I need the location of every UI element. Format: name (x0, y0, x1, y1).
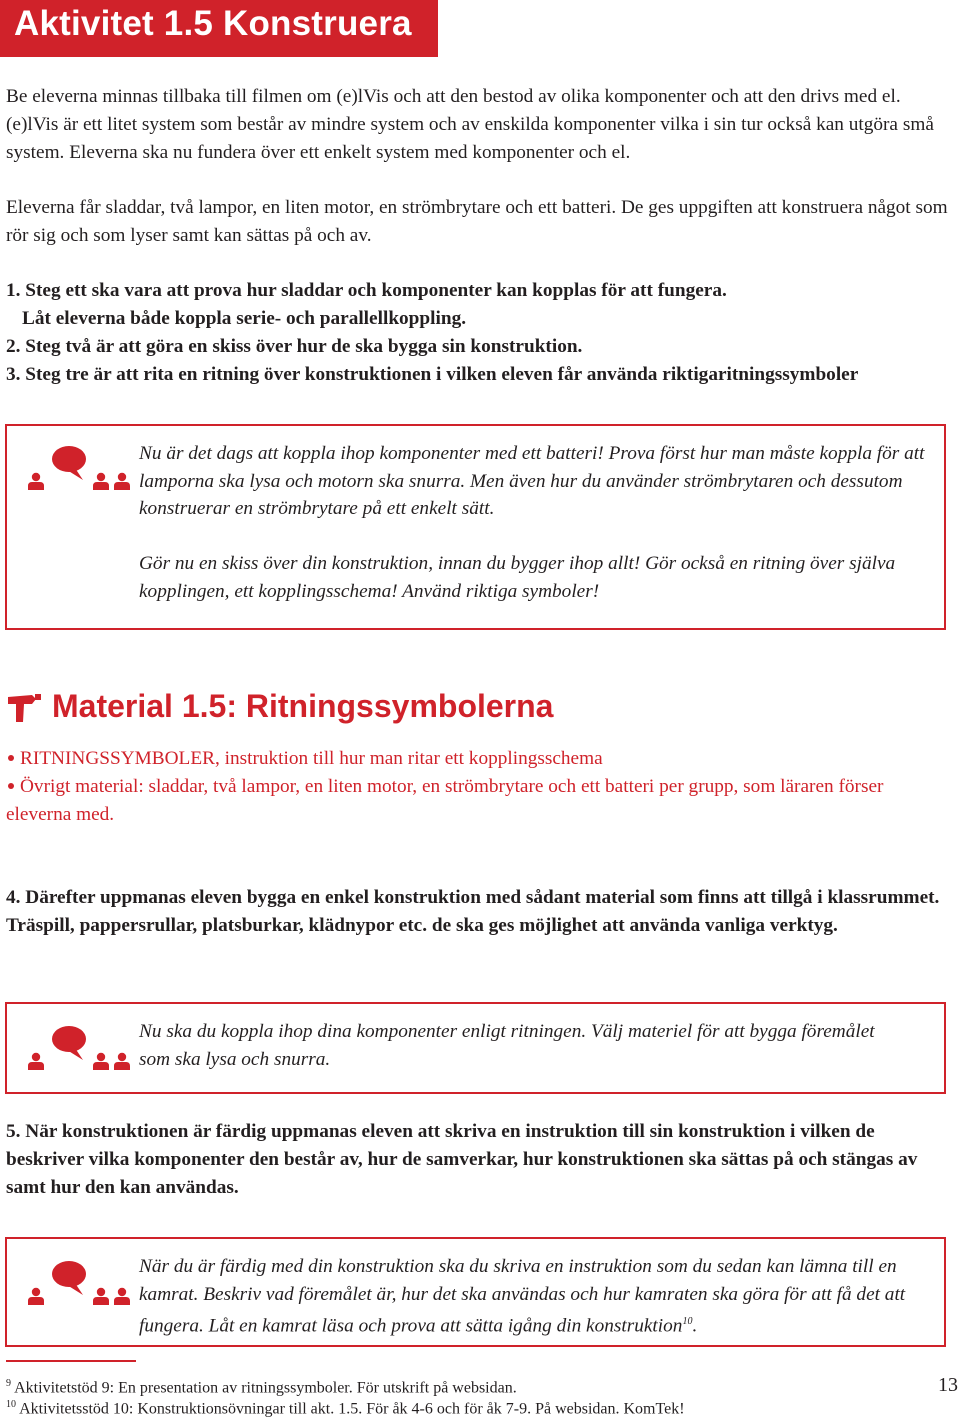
material-heading: Material 1.5: Ritningssymbolerna (52, 688, 554, 724)
step-3: 3. Steg tre är att rita en ritning över konstruktionen i vilken eleven får använda riktigaritningssymboler (6, 364, 859, 385)
speech-bubble-icon (52, 1026, 86, 1060)
person-icon (28, 473, 44, 490)
group-icon (93, 1053, 130, 1070)
step-1: 1. Steg ett ska vara att prova hur sladdar och komponenter kan kopplas för att fungera. (6, 280, 727, 301)
bullet-icon (8, 783, 14, 789)
footnote-10 (6, 1395, 685, 1419)
box-3-text: När du är färdig med din konstruktion ska du skriva en instruktion som du sedan kan lämna till en kamrat. Beskriv vad föremålet är, hur det ska användas och hur kamraten ska göra för att få det att fungera. Låt en kamrat läsa och prova att sätta igång din konstruktion (139, 1256, 906, 1337)
step-2: 2. Steg två är att göra en skiss över hur de ska bygga sin konstruktion. (6, 336, 583, 357)
page-number: 13 (938, 1374, 958, 1396)
footnote-10-number: 10 (6, 1399, 16, 1410)
hammer-icon (6, 692, 42, 722)
speech-bubble-icon (52, 446, 86, 480)
step-4: 4. Därefter uppmanas eleven bygga en enkel konstruktion med sådant material som finns att tillgå i klassrummet. Träspill, pappersrullar, platsburkar, klädnypor etc. de ska ges möjlighet att använda vanliga verktyg. (6, 887, 940, 936)
discussion-icon-group (27, 444, 133, 490)
discussion-icon-group (27, 1024, 133, 1070)
intro-paragraph-1: Be eleverna minnas tillbaka till filmen om (e)lVis och att den bestod av olika komponenter och att den drivs med el. (e)lVis är ett litet system som består av mindre system och av enskilda komponenter vilka i sin tur också kan utgöra små system. Eleverna ska nu fundera över ett enkelt system med komponenter och el. (6, 86, 934, 163)
footnote-10-text: Aktivitetsstöd 10: Konstruktionsövningar till akt. 1.5. För åk 4-6 och för åk 7-9. På websidan. KomTek! (19, 1400, 685, 1418)
student-task-box-1 (5, 424, 946, 630)
group-icon (93, 473, 130, 490)
step-5: 5. När konstruktionen är färdig uppmanas eleven att skriva en instruktion till sin konstruktion i vilken de beskriver vilka komponenter den består av, hur de samverkar, hur konstruktionen ska sättas på och stängas av samt hur den kan användas. (6, 1121, 918, 1198)
box-1-paragraph-1: Nu är det dags att koppla ihop komponenter med ett batteri! Prova först hur man måste koppla för att lamporna ska lysa och motorn ska snurra. Men även hur du använder strömbrytaren och dessutom konstruerar en strömbrytare på ett enkelt sätt. (139, 443, 925, 519)
title-banner (0, 0, 438, 57)
box-1-paragraph-2: Gör nu en skiss över din konstruktion, innan du bygger ihop allt! Gör också en ritning över själva kopplingen, ett kopplingsschema! Använd riktiga symboler! (139, 553, 896, 602)
footnote-9-text: Aktivitetstöd 9: En presentation av ritningssymboler. För utskrift på websidan. (14, 1379, 517, 1397)
footnote-9-number: 9 (6, 1378, 11, 1389)
box-3-end: . (692, 1315, 698, 1337)
discussion-icon-group (27, 1259, 133, 1305)
footnote-ref-10[interactable]: 10 (682, 1316, 693, 1327)
speech-bubble-icon (52, 1261, 86, 1295)
step-1-sub: Låt eleverna både koppla serie- och parallellkoppling. (22, 308, 467, 329)
material-item-2 (6, 773, 946, 829)
material-item-1-text: RITNINGSSYMBOLER, instruktion till hur man ritar ett kopplingsschema (20, 748, 603, 769)
page-title: Aktivitet 1.5 Konstruera (14, 4, 412, 43)
material-item-1 (6, 745, 946, 773)
student-task-box-2 (5, 1002, 946, 1094)
box-2-paragraph-1: Nu ska du koppla ihop dina komponenter enligt ritningen. Välj materiel för att bygga föremålet som ska lysa och snurra. (139, 1021, 875, 1070)
material-item-2-text: Övrigt material: sladdar, två lampor, en liten motor, en strömbrytare och ett batteri per grupp, som läraren förser eleverna med. (6, 776, 884, 825)
footnote-divider (6, 1360, 136, 1362)
bullet-icon (8, 755, 14, 761)
student-task-box-3 (5, 1237, 946, 1347)
person-icon (28, 1288, 44, 1305)
person-icon (28, 1053, 44, 1070)
intro-paragraph-2: Eleverna får sladdar, två lampor, en liten motor, en strömbrytare och ett batteri. De ges uppgiften att konstruera något som rör sig och som lyser samt kan sättas på och av. (6, 197, 948, 246)
group-icon (93, 1288, 130, 1305)
box-3-paragraph-1 (139, 1253, 939, 1340)
